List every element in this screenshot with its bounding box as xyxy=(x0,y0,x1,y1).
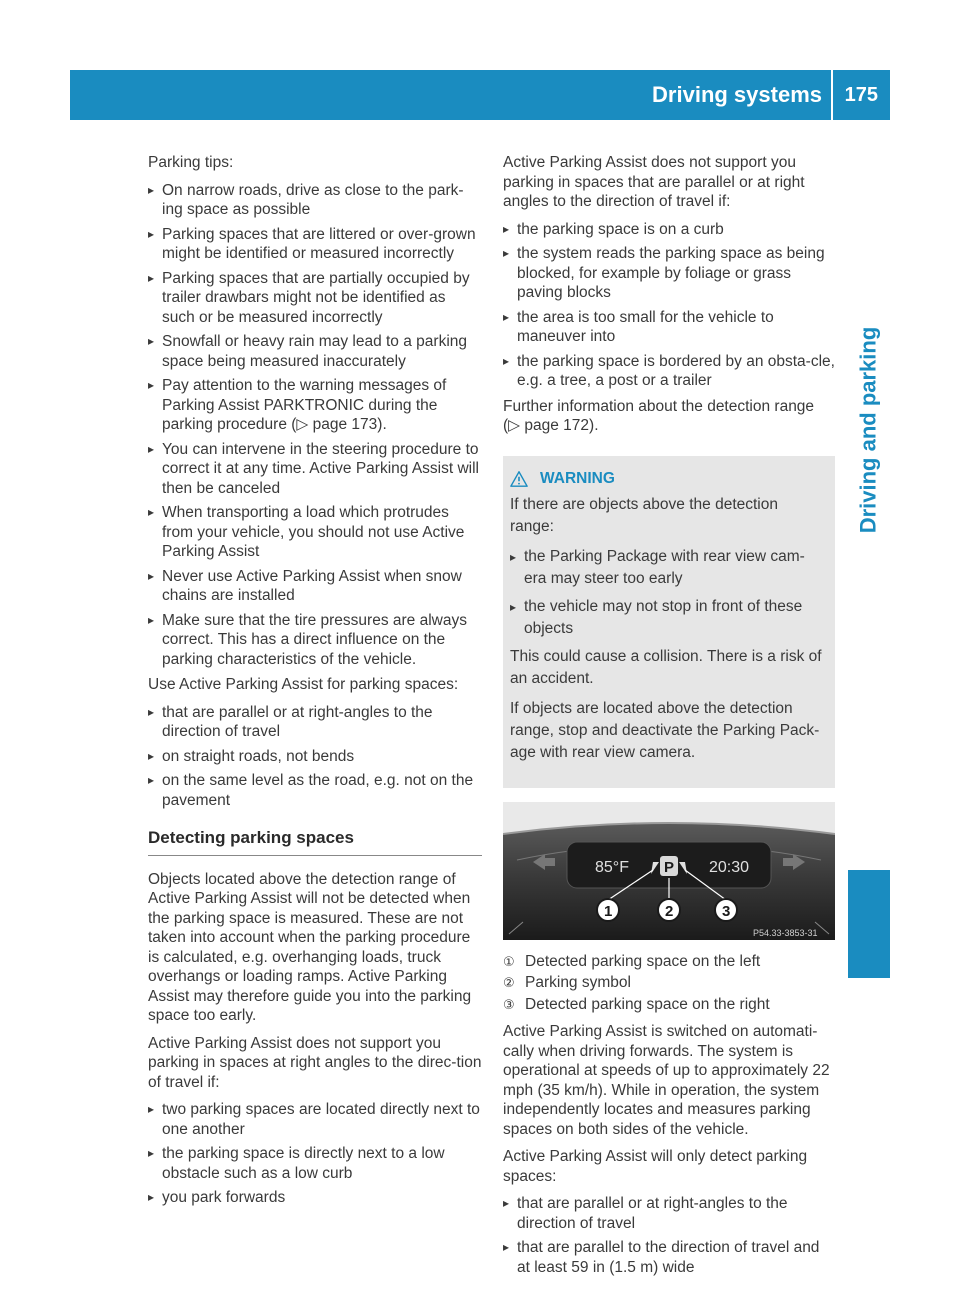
parallel-list xyxy=(503,220,835,391)
auto-paragraph: Active Parking Assist is switched on automati-cally when driving forwards. The system is operational at speeds of up to approximately 22 mph (35 km/h). While in operation, the system independently locates and measures parking spaces on both sides of the vehicle. xyxy=(503,1023,830,1138)
legend-text: Detected parking space on the left xyxy=(525,952,761,970)
warning-consequence: This could cause a collision. There is a risk of an accident. xyxy=(510,647,822,687)
parallel-intro: Active Parking Assist does not support you parking in spaces that are parallel or at right angles to the direction of travel if: xyxy=(503,154,805,210)
callout-2-label: 2 xyxy=(665,902,674,920)
warning-list xyxy=(510,546,826,640)
chapter-tab-marker xyxy=(848,870,890,978)
figure-legend xyxy=(503,952,835,1015)
header-divider xyxy=(831,70,833,120)
list-item: ▸ On narrow roads, drive as close to the park-ing space as possible xyxy=(148,181,482,220)
list-item: ▸ the parking space is directly next to a low obstacle such as a low curb xyxy=(148,1144,482,1183)
list-item: ▸ that are parallel to the direction of travel and at least 59 in (1.5 m) wide xyxy=(503,1238,835,1277)
page-number: 175 xyxy=(844,84,878,106)
only-detect-intro: Active Parking Assist will only detect parking spaces: xyxy=(503,1148,808,1185)
list-item: ▸ that are parallel or at right-angles to the direction of travel xyxy=(503,1194,835,1233)
right-column xyxy=(503,153,835,1283)
callout-3-label: 3 xyxy=(722,902,731,920)
instrument-cluster-illustration xyxy=(503,802,835,940)
section-heading: Detecting parking spaces xyxy=(148,828,482,856)
warning-box xyxy=(503,456,835,788)
left-column xyxy=(148,153,482,1214)
list-item: ▸ the system reads the parking space as being blocked, for example by foliage or grass paving blocks xyxy=(503,244,835,303)
clock-readout: 20:30 xyxy=(709,858,750,876)
list-item: ▸ that are parallel or at right-angles to the direction of travel xyxy=(148,703,482,742)
image-code: P54.33-3853-31 xyxy=(753,927,818,938)
use-list xyxy=(148,703,482,811)
list-item: ▸ the parking space is bordered by an obsta-cle, e.g. a tree, a post or a trailer xyxy=(503,352,835,391)
callout-1-label: 1 xyxy=(604,902,613,920)
further-info: Further information about the detection range (▷ page 172). xyxy=(503,397,815,434)
legend-item xyxy=(503,973,835,993)
warning-intro: If there are objects above the detection range: xyxy=(510,495,778,535)
legend-number: ① xyxy=(503,953,515,969)
list-item: ▸ the Parking Package with rear view cam-era may steer too early xyxy=(510,546,826,590)
warning-action: If objects are located above the detection range, stop and deactivate the Parking Pack-age with rear view camera. xyxy=(510,699,820,761)
list-item: ▸ two parking spaces are located directly next to one another xyxy=(148,1100,482,1139)
list-item: ▸ Parking spaces that are littered or over-grown might be identified or measured incorrectly xyxy=(148,225,482,264)
warning-triangle-icon xyxy=(510,470,528,488)
chapter-tab-label: Driving and parking xyxy=(855,326,880,534)
list-item: ▸ the vehicle may not stop in front of these objects xyxy=(510,596,826,640)
legend-item xyxy=(503,952,835,972)
detect-paragraph: Objects located above the detection range of Active Parking Assist will not be detected when the parking space is measured. These are not taken into account when the parking procedure is calculated, e.g. overhanging loads, truck overhangs or loading ramps. Active Parking Assist may therefore guide you into the parking space too early. xyxy=(148,870,472,1024)
warning-header xyxy=(510,468,826,490)
section-title: Driving systems xyxy=(652,82,822,107)
list-item: ▸ you park forwards xyxy=(148,1188,482,1208)
instrument-cluster-figure xyxy=(503,802,835,940)
warning-label: WARNING xyxy=(540,469,615,487)
list-item: ▸ on straight roads, not bends xyxy=(148,747,482,767)
list-item: ▸ Snowfall or heavy rain may lead to a parking space being measured inaccurately xyxy=(148,332,482,371)
not-support-list xyxy=(148,1100,482,1208)
list-item: ▸ When transporting a load which protrudes from your vehicle, you should not use Active Parking Assist xyxy=(148,503,482,562)
chapter-tab xyxy=(848,310,888,550)
use-intro: Use Active Parking Assist for parking spaces: xyxy=(148,676,459,693)
list-item: ▸ the area is too small for the vehicle to maneuver into xyxy=(503,308,835,347)
list-item: ▸ Make sure that the tire pressures are always correct. This has a direct influence on the parking characteristics of the vehicle. xyxy=(148,611,482,670)
only-detect-list xyxy=(503,1194,835,1277)
legend-text: Parking symbol xyxy=(525,974,631,991)
legend-text: Detected parking space on the right xyxy=(525,995,770,1013)
list-item: ▸ the parking space is on a curb xyxy=(503,220,835,240)
list-item: ▸ Never use Active Parking Assist when snow chains are installed xyxy=(148,567,482,606)
list-item: ▸ on the same level as the road, e.g. not on the pavement xyxy=(148,771,482,810)
list-item: ▸ You can intervene in the steering procedure to correct it at any time. Active Parking Assist will then be canceled xyxy=(148,440,482,499)
legend-number: ③ xyxy=(503,996,515,1012)
list-item: ▸ Pay attention to the warning messages of Parking Assist PARKTRONIC during the parking procedure (▷ page 173). xyxy=(148,376,482,435)
header-bar xyxy=(70,70,890,120)
parking-symbol-letter: P xyxy=(664,858,675,876)
not-support-intro: Active Parking Assist does not support you parking in spaces at right angles to the direc-tion of travel if: xyxy=(148,1034,482,1091)
tips-list xyxy=(148,181,482,670)
temperature-readout: 85°F xyxy=(595,858,629,876)
tips-intro: Parking tips: xyxy=(148,154,234,171)
list-item: ▸ Parking spaces that are partially occupied by trailer drawbars might not be identified as such or be measured incorrectly xyxy=(148,269,482,328)
legend-number: ② xyxy=(503,975,515,990)
legend-item xyxy=(503,995,835,1015)
